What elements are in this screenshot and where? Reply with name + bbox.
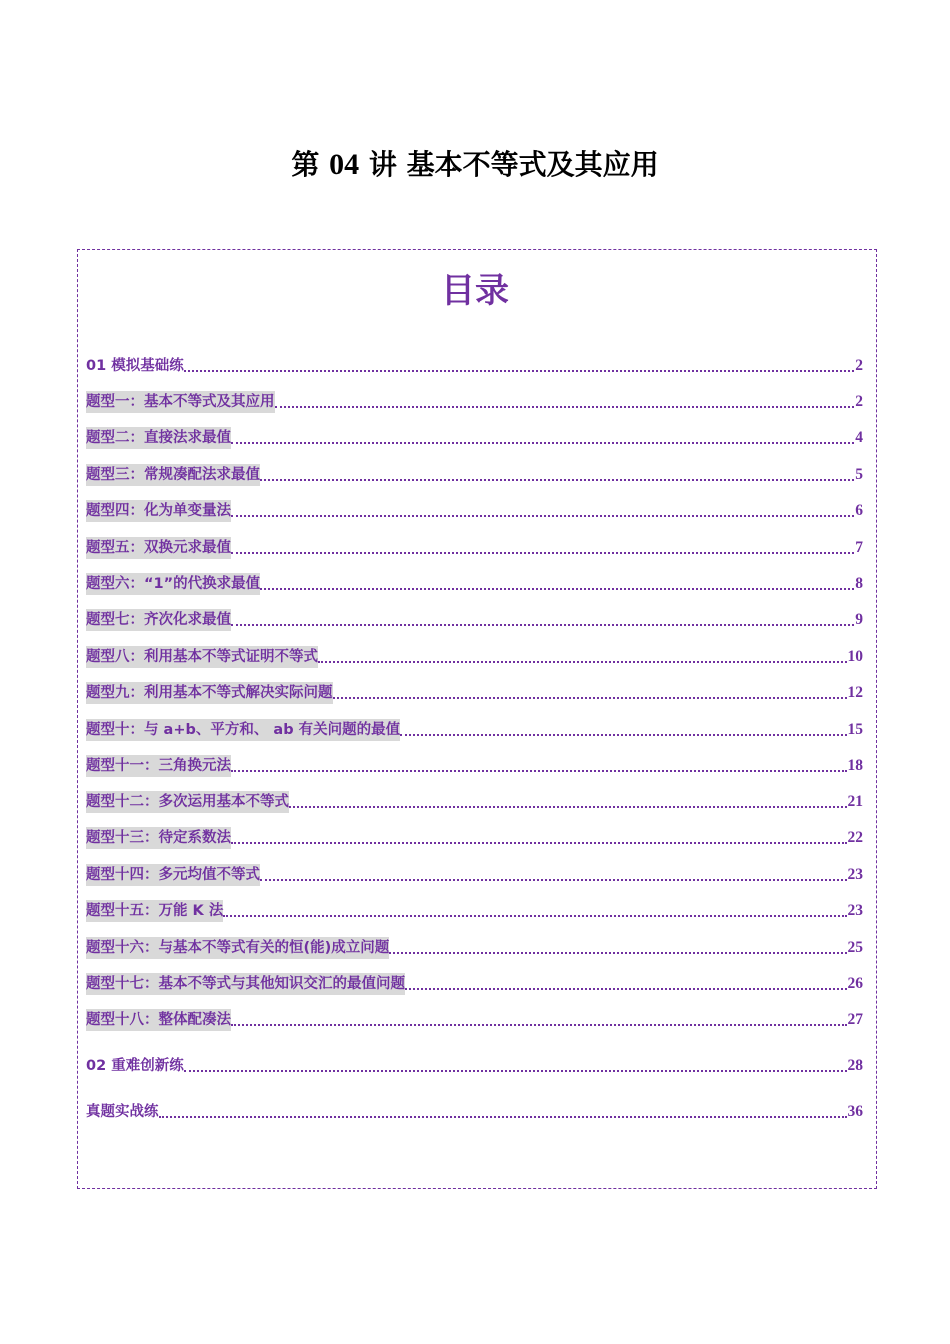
toc-entry-02-advanced-practice[interactable]	[86, 1055, 863, 1077]
toc-entry-label: 题型十七：基本不等式与其他知识交汇的最值问题	[86, 973, 405, 995]
toc-entry-page: 27	[847, 1011, 863, 1028]
toc-entry-page: 18	[847, 757, 863, 774]
dot-leader	[405, 987, 847, 990]
toc-entry-label: 题型十三：待定系数法	[86, 827, 231, 849]
toc-entry-label: 题型十一：三角换元法	[86, 755, 231, 777]
dot-leader	[231, 441, 854, 444]
dot-leader	[333, 696, 847, 699]
dot-leader	[159, 1115, 847, 1118]
toc-entry-page: 7	[855, 539, 863, 556]
toc-entry-page: 25	[847, 939, 863, 956]
toc-heading: 目录	[441, 271, 509, 311]
dot-leader	[231, 623, 854, 626]
toc-entry-label: 题型二：直接法求最值	[86, 427, 231, 449]
dot-leader	[231, 841, 847, 844]
toc-entry-type-7[interactable]	[86, 609, 863, 631]
toc-entry-page: 26	[847, 975, 863, 992]
toc-entry-type-3[interactable]	[86, 464, 863, 486]
toc-entry-label: 题型十四：多元均值不等式	[86, 864, 260, 886]
toc-entry-label: 真题实战练	[86, 1104, 159, 1120]
toc-entry-type-2[interactable]	[86, 427, 863, 449]
toc-entry-type-12[interactable]	[86, 791, 863, 813]
dot-leader	[231, 1023, 847, 1026]
toc-entry-type-13[interactable]	[86, 827, 863, 849]
toc-entry-page: 22	[847, 829, 863, 846]
dot-leader	[184, 369, 855, 372]
toc-entry-type-6[interactable]	[86, 573, 863, 595]
dot-leader	[400, 733, 846, 736]
dot-leader	[184, 1069, 847, 1072]
toc-entry-page: 2	[855, 393, 863, 410]
toc-entry-type-15[interactable]	[86, 900, 863, 922]
toc-entry-label: 题型五：双换元求最值	[86, 537, 231, 559]
toc-entry-page: 15	[847, 721, 863, 738]
toc-entry-type-5[interactable]	[86, 537, 863, 559]
toc-entry-real-exam-practice[interactable]	[86, 1101, 863, 1123]
toc-entry-type-9[interactable]	[86, 682, 863, 704]
toc-entry-label: 题型十二：多次运用基本不等式	[86, 791, 289, 813]
toc-entry-page: 23	[847, 866, 863, 883]
toc-entry-label: 题型三：常规凑配法求最值	[86, 464, 260, 486]
toc-entry-page: 28	[847, 1057, 863, 1074]
toc-entry-label: 02 重难创新练	[86, 1058, 184, 1074]
toc-entry-type-10[interactable]	[86, 719, 863, 741]
toc-entry-page: 12	[847, 684, 863, 701]
toc-entry-type-11[interactable]	[86, 755, 863, 777]
dot-leader	[231, 769, 847, 772]
title-number: 04	[329, 148, 360, 181]
dot-leader	[223, 914, 846, 917]
dot-leader	[260, 587, 854, 590]
toc-entry-label: 题型十六：与基本不等式有关的恒(能)成立问题	[86, 937, 389, 959]
dot-leader	[318, 660, 847, 663]
toc-entry-label: 题型八：利用基本不等式证明不等式	[86, 646, 318, 668]
toc-entry-label: 题型七：齐次化求最值	[86, 609, 231, 631]
toc-entry-type-16[interactable]	[86, 937, 863, 959]
toc-entry-page: 6	[855, 502, 863, 519]
toc-entry-label: 题型九：利用基本不等式解决实际问题	[86, 682, 333, 704]
toc-entry-page: 4	[855, 429, 863, 446]
toc-entry-page: 8	[855, 575, 863, 592]
toc-entry-label: 题型一：基本不等式及其应用	[86, 391, 275, 413]
toc-entry-01-basic-practice[interactable]	[86, 355, 863, 377]
dot-leader	[389, 951, 846, 954]
toc-entry-type-17[interactable]	[86, 973, 863, 995]
toc-entry-label: 题型四：化为单变量法	[86, 500, 231, 522]
toc-entry-page: 36	[847, 1103, 863, 1120]
title-prefix: 第	[291, 148, 320, 181]
toc-entry-page: 10	[847, 648, 863, 665]
toc-entry-label: 题型十：与 a+b、平方和、 ab 有关问题的最值	[86, 719, 400, 741]
toc-entry-label: 01 模拟基础练	[86, 358, 184, 374]
toc-entry-label: 题型六：“1”的代换求最值	[86, 573, 260, 595]
toc-entry-page: 21	[847, 793, 863, 810]
toc-entry-type-14[interactable]	[86, 864, 863, 886]
toc-entry-page: 2	[855, 357, 863, 374]
dot-leader	[260, 878, 847, 881]
toc-entry-page: 5	[855, 466, 863, 483]
toc-entry-type-1[interactable]	[86, 391, 863, 413]
toc-entry-page: 23	[847, 902, 863, 919]
dot-leader	[231, 551, 854, 554]
toc-entry-type-4[interactable]	[86, 500, 863, 522]
toc-entry-page: 9	[855, 611, 863, 628]
toc-entry-label: 题型十五：万能 K 法	[86, 900, 223, 922]
toc-entry-label: 题型十八：整体配凑法	[86, 1009, 231, 1031]
dot-leader	[275, 405, 855, 408]
toc-entry-type-8[interactable]	[86, 646, 863, 668]
toc-entry-type-18[interactable]	[86, 1009, 863, 1031]
dot-leader	[231, 514, 854, 517]
title-suffix: 讲 基本不等式及其应用	[368, 148, 659, 181]
document-title	[0, 143, 950, 183]
dot-leader	[289, 805, 847, 808]
dot-leader	[260, 478, 854, 481]
